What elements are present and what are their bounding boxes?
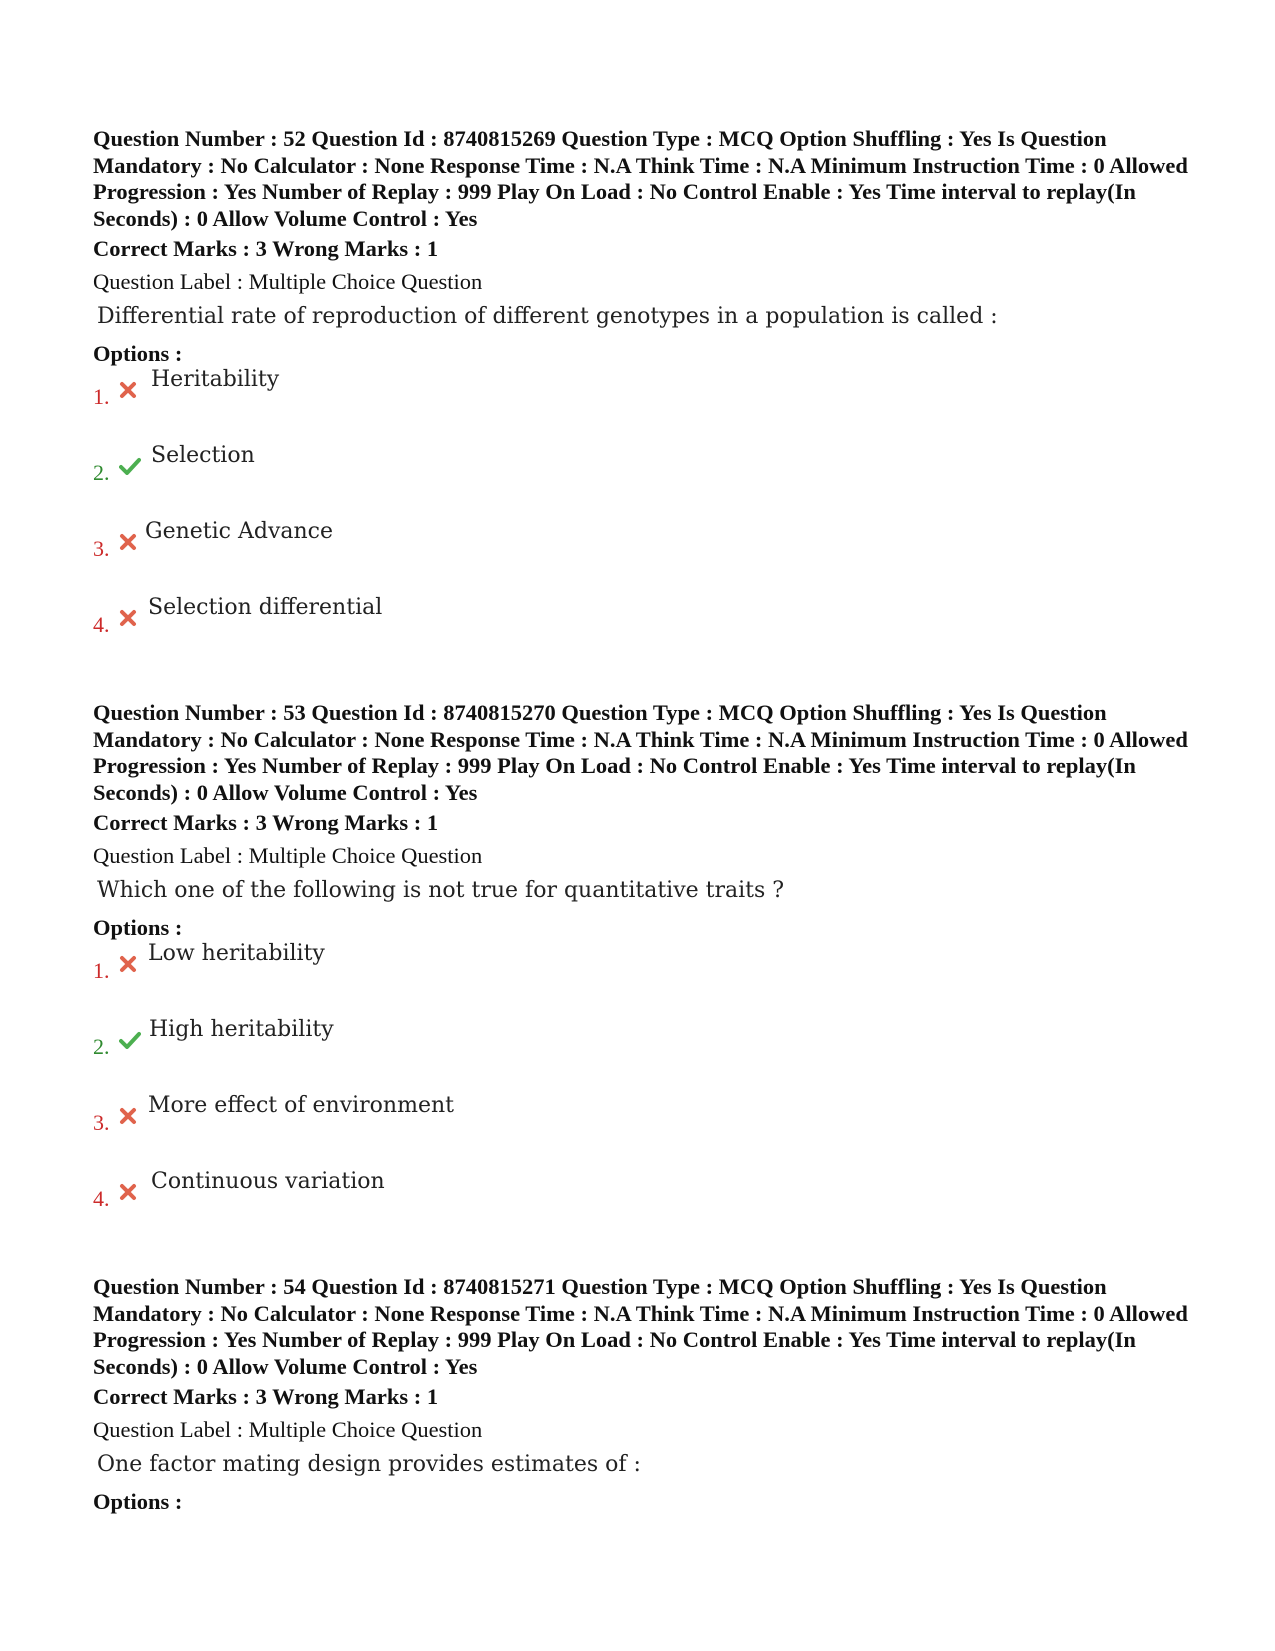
option-text: High heritability [149,1017,334,1042]
question-marks: Correct Marks : 3 Wrong Marks : 1 [93,810,439,835]
option-item [93,519,1193,595]
option-text: Genetic Advance [145,519,333,544]
option-text: Selection differential [148,595,383,620]
question-text: One factor mating design provides estimates of : [97,1452,641,1477]
question-label: Question Label : Multiple Choice Question [93,269,483,294]
options-heading: Options : [93,1489,183,1514]
question-text: Which one of the following is not true for quantitative traits ? [97,878,785,903]
option-number: 4. [93,612,110,637]
option-number: 3. [93,536,110,561]
option-item [93,367,1193,443]
question-meta: Question Number : 53 Question Id : 8740815270 Question Type : MCQ Option Shuffling : Yes Is Question Mandatory : No Calculator : None Response Time : N.A Think Time : N.A Minimum Instruction Time : 0 Allowed Progression : Yes Number of Replay : 999 Play On Load : No Control Enable : Yes Time interval to replay(In Seconds) : 0 Allow Volume Control : Yes [93,700,1188,805]
option-number: 1. [93,384,110,409]
option-text: More effect of environment [148,1093,454,1118]
option-number: 3. [93,1110,110,1135]
question-block-52 [93,126,1193,671]
options-list [93,367,1193,671]
cross-icon [119,533,137,551]
check-icon [119,1031,141,1049]
option-item [93,1017,1193,1093]
option-text: Continuous variation [151,1169,385,1194]
question-marks: Correct Marks : 3 Wrong Marks : 1 [93,1384,439,1409]
check-icon [119,457,141,475]
cross-icon [119,1107,137,1125]
question-meta: Question Number : 52 Question Id : 8740815269 Question Type : MCQ Option Shuffling : Yes Is Question Mandatory : No Calculator : None Response Time : N.A Think Time : N.A Minimum Instruction Time : 0 Allowed Progression : Yes Number of Replay : 999 Play On Load : No Control Enable : Yes Time interval to replay(In Seconds) : 0 Allow Volume Control : Yes [93,126,1188,231]
question-block-53 [93,700,1193,1245]
option-number: 1. [93,958,110,983]
cross-icon [119,1183,137,1201]
option-text: Heritability [151,367,280,392]
option-text: Low heritability [148,941,325,966]
question-label: Question Label : Multiple Choice Question [93,843,483,868]
cross-icon [119,955,137,973]
options-heading: Options : [93,915,183,940]
option-item [93,1093,1193,1169]
cross-icon [119,381,137,399]
question-marks: Correct Marks : 3 Wrong Marks : 1 [93,236,439,261]
option-number: 2. [93,1034,110,1059]
option-item [93,941,1193,1017]
options-heading: Options : [93,341,183,366]
option-item [93,595,1193,671]
options-list [93,941,1193,1245]
question-label: Question Label : Multiple Choice Question [93,1417,483,1442]
option-number: 2. [93,460,110,485]
question-block-54 [93,1274,1193,1515]
option-item [93,1169,1193,1245]
option-number: 4. [93,1186,110,1211]
question-text: Differential rate of reproduction of different genotypes in a population is called : [97,304,998,329]
option-text: Selection [151,443,255,468]
question-meta: Question Number : 54 Question Id : 8740815271 Question Type : MCQ Option Shuffling : Yes Is Question Mandatory : No Calculator : None Response Time : N.A Think Time : N.A Minimum Instruction Time : 0 Allowed Progression : Yes Number of Replay : 999 Play On Load : No Control Enable : Yes Time interval to replay(In Seconds) : 0 Allow Volume Control : Yes [93,1274,1188,1379]
option-item [93,443,1193,519]
cross-icon [119,609,137,627]
